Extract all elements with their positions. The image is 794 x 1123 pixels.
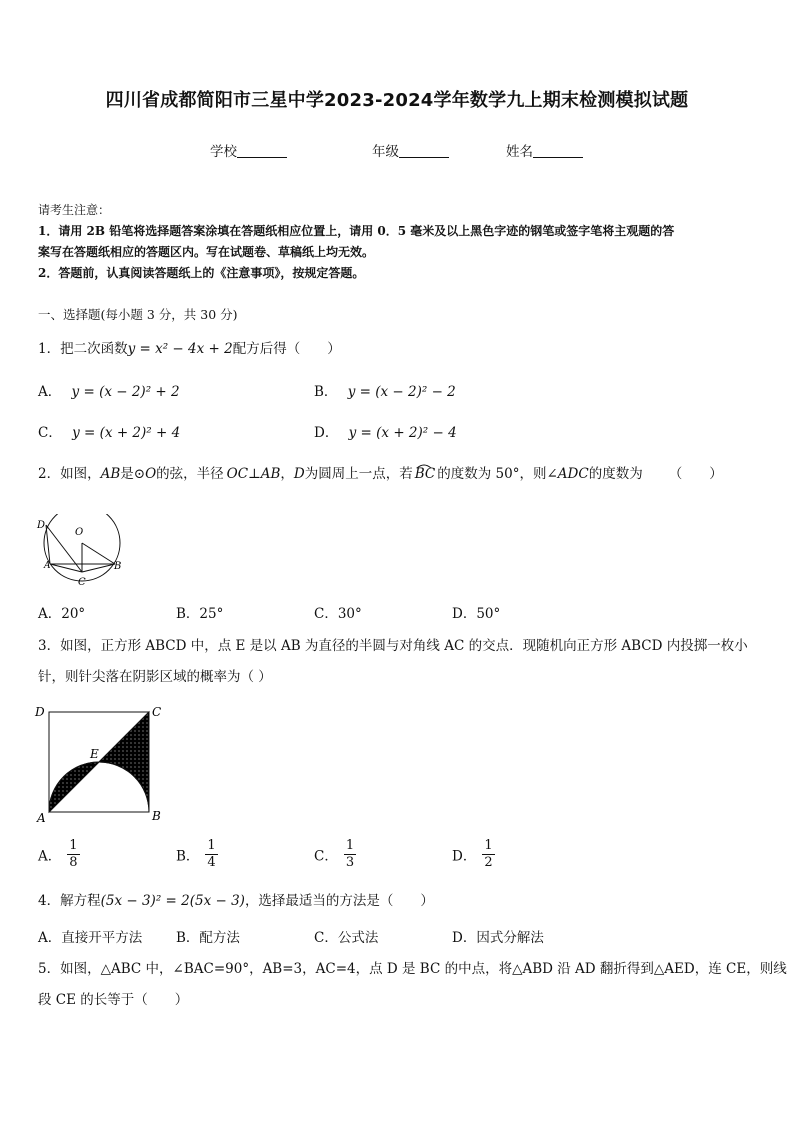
q1-option-a[interactable] <box>38 380 180 400</box>
q2-option-c[interactable]: C．30° <box>314 606 362 622</box>
section-heading: 一、选择题(每小题 3 分，共 30 分) <box>38 307 238 322</box>
q1-option-b[interactable] <box>314 380 456 400</box>
fraction <box>205 838 217 871</box>
q4-equation: (5x − 3)² = 2(5x − 3) <box>100 893 245 909</box>
question-5-line2: 段 CE 的长等于（ ） <box>38 992 189 1008</box>
q3-option-c[interactable] <box>314 838 356 871</box>
denominator: 3 <box>345 855 355 870</box>
school-label: 学校 <box>210 144 237 160</box>
q2-text: 的度数为 50°，则∠ <box>437 466 558 482</box>
q2-text: 的弦，半径 <box>156 466 224 482</box>
notice-item2: 2．答题前，认真阅读答题纸上的《注意事项》，按规定答题。 <box>38 266 365 280</box>
option-label: C． <box>38 425 62 441</box>
notice-item1-line1: 1．请用 2B 铅笔将选择题答案涂填在答题纸相应位置上，请用 0．5 毫米及以上黑色字迹的钢笔或签字笔将主观题的答 <box>38 224 675 238</box>
q2-text: 为圆周上一点，若 <box>304 466 413 482</box>
q2-answer-paren: （ ） <box>668 466 723 482</box>
label-o: O <box>75 527 84 538</box>
segment-da <box>46 525 50 564</box>
option-label: A． <box>38 848 62 865</box>
label-b: B <box>152 809 161 823</box>
fraction <box>482 838 494 871</box>
shaded-region-left <box>49 762 99 812</box>
option-label: B． <box>314 384 338 400</box>
q3-square-figure <box>34 702 168 826</box>
q2-arc-label: BC <box>414 466 436 482</box>
school-field <box>210 140 287 160</box>
arc-mark-icon <box>416 463 432 469</box>
school-blank[interactable] <box>237 144 287 158</box>
q4-text: ，选择最适当的方法是（ ） <box>244 893 434 909</box>
q2-option-d[interactable]: D．50° <box>452 606 501 622</box>
q2-math: O <box>145 466 157 482</box>
option-label: B． <box>176 848 200 865</box>
name-field <box>506 140 583 160</box>
q3-option-b[interactable] <box>176 838 218 871</box>
label-a: A <box>44 561 51 571</box>
option-expression: y = (x − 2)² + 2 <box>71 384 180 400</box>
q1-option-c[interactable] <box>38 421 180 441</box>
q2-circle-figure <box>34 514 130 592</box>
question-5-line1: 5．如图，△ABC 中，∠BAC=90°，AB=3，AC=4，点 D 是 BC 的中点，将△ABD 沿 AD 翻折得到△AED，连 CE，则线 <box>38 961 787 977</box>
q2-text: ， <box>280 466 294 482</box>
option-label: D． <box>314 425 339 441</box>
q2-text: 是⊙ <box>120 466 146 482</box>
q2-option-a[interactable]: A．20° <box>38 606 86 622</box>
option-expression: y = (x + 2)² + 4 <box>72 425 181 441</box>
q4-option-a[interactable]: A．直接开平方法 <box>38 930 143 946</box>
option-label: D． <box>452 848 477 865</box>
notice-heading: 请考生注意： <box>38 203 111 217</box>
denominator: 2 <box>484 855 493 870</box>
name-blank[interactable] <box>533 144 583 158</box>
q3-option-a[interactable] <box>38 838 80 871</box>
label-d: D <box>35 705 45 719</box>
grade-field <box>372 140 449 160</box>
label-c: C <box>78 577 86 588</box>
question-2 <box>38 462 723 482</box>
q2-math: AB <box>100 466 121 482</box>
fraction <box>67 838 79 871</box>
numerator: 1 <box>207 838 216 853</box>
grade-blank[interactable] <box>399 144 449 158</box>
question-1 <box>38 337 341 357</box>
option-expression: y = (x − 2)² − 2 <box>347 384 456 400</box>
q1-text-a: 把二次函数 <box>60 341 128 357</box>
label-a: A <box>37 811 46 825</box>
label-d: D <box>37 520 46 531</box>
q4-option-b[interactable]: B．配方法 <box>176 930 240 946</box>
grade-label: 年级 <box>372 144 399 160</box>
q2-text: 的度数为 <box>588 466 643 482</box>
q2-option-b[interactable]: B．25° <box>176 606 224 622</box>
q2-math: OC⊥AB <box>226 466 281 482</box>
denominator: 8 <box>69 855 78 870</box>
denominator: 4 <box>207 855 216 870</box>
label-e: E <box>90 747 99 761</box>
q1-number: 1． <box>38 341 61 357</box>
q2-math: D <box>293 466 305 482</box>
numerator: 1 <box>69 838 78 853</box>
option-expression: y = (x + 2)² − 4 <box>348 425 457 441</box>
fraction <box>344 838 356 871</box>
shaded-region-right <box>99 712 149 812</box>
question-4 <box>38 889 434 909</box>
segment-ob <box>82 543 115 564</box>
q4-option-c[interactable]: C．公式法 <box>314 930 379 946</box>
name-label: 姓名 <box>506 144 533 160</box>
q2-text: 如图， <box>60 466 101 482</box>
question-3-line2: 针，则针尖落在阴影区域的概率为（ ） <box>38 669 272 685</box>
label-c: C <box>152 705 162 719</box>
numerator: 1 <box>345 838 355 853</box>
q1-text-b: 配方后得（ ） <box>232 341 341 357</box>
q1-function: y = x² − 4x + 2 <box>127 341 233 357</box>
page-title: 四川省成都简阳市三星中学2023-2024学年数学九上期末检测模拟试题 <box>105 90 689 111</box>
label-b: B <box>114 561 122 572</box>
numerator: 1 <box>484 838 493 853</box>
question-3-line1: 3．如图，正方形 ABCD 中，点 E 是以 AB 为直径的半圆与对角线 AC 的交点．现随机向正方形 ABCD 内投掷一枚小 <box>38 638 748 654</box>
q1-option-d[interactable] <box>314 421 457 441</box>
q2-arc-bc <box>415 466 436 482</box>
option-label: A． <box>38 384 62 400</box>
q4-option-d[interactable]: D．因式分解法 <box>452 930 544 946</box>
q3-option-d[interactable] <box>452 838 495 871</box>
q4-number: 4． <box>38 893 61 909</box>
q2-number: 2． <box>38 466 61 482</box>
option-label: C． <box>314 848 338 865</box>
q2-math: ADC <box>557 466 589 482</box>
notice-item1-line2: 案写在答题纸相应的答题区内。写在试题卷、草稿纸上均无效。 <box>38 245 375 259</box>
q4-text: 解方程 <box>60 893 101 909</box>
